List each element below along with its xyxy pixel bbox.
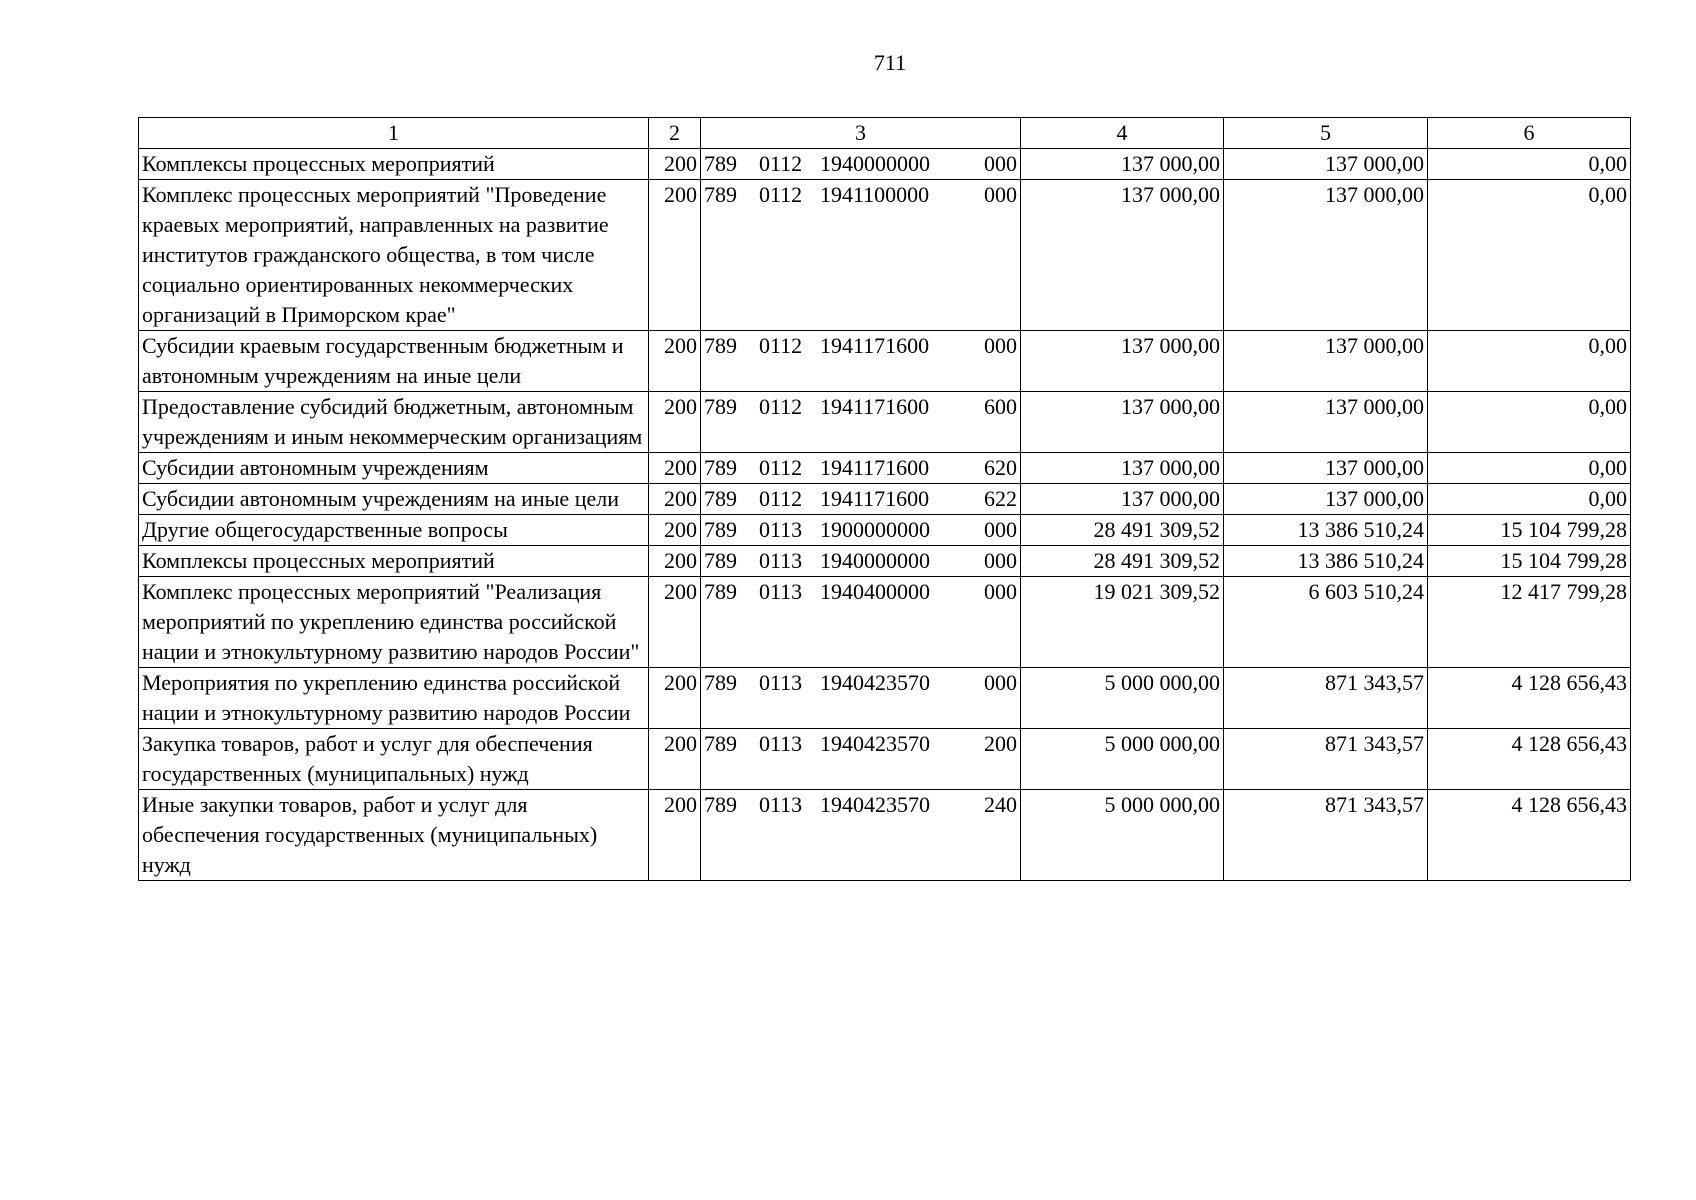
row-amount-col5: 871 343,57 [1224,790,1428,881]
row-amount-col4: 137 000,00 [1021,149,1224,180]
target-article-code: 1940400000 [820,579,930,604]
row-amount-col6: 4 128 656,43 [1428,668,1631,729]
row-amount-col5: 871 343,57 [1224,668,1428,729]
section-code: 0112 [759,455,803,480]
expense-type-code: 000 [984,670,1017,695]
row-group-code-cell: 200 [649,515,701,546]
ministry-code: 789 [704,792,737,817]
row-budget-code-cell [701,392,1021,453]
row-amount-col4: 19 021 309,52 [1021,577,1224,668]
target-article-code: 1941171600 [820,486,930,511]
row-budget-code-cell [701,484,1021,515]
expense-type-code: 240 [984,792,1017,817]
section-code: 0112 [759,333,803,358]
table-row [139,331,1631,392]
ministry-code: 789 [704,151,737,176]
page-number: 711 [873,50,907,75]
section-code: 0112 [759,182,803,207]
table-row [139,392,1631,453]
section-code: 0113 [759,579,803,604]
row-name-cell: Другие общегосударственные вопросы [139,515,649,546]
section-code: 0113 [759,731,803,756]
expense-type-code: 000 [984,579,1017,604]
ministry-code: 789 [704,517,737,542]
row-amount-col4: 5 000 000,00 [1021,790,1224,881]
budget-code [704,331,1017,361]
row-amount-col4: 137 000,00 [1021,484,1224,515]
ministry-code: 789 [704,579,737,604]
row-amount-col4: 28 491 309,52 [1021,546,1224,577]
row-group-code-cell: 200 [649,546,701,577]
table-row [139,577,1631,668]
row-budget-code-cell [701,180,1021,331]
expense-type-code: 000 [984,182,1017,207]
row-name-cell: Комплекс процессных мероприятий "Реализация мероприятий по укреплению единства российской нации и этнокультурному развитию народов России" [139,577,649,668]
table-body [139,149,1631,881]
budget-code [704,180,1017,210]
row-name-cell: Комплексы процессных мероприятий [139,149,649,180]
budget-table [138,117,1631,881]
section-code: 0113 [759,548,803,573]
column-header: 1 [139,118,649,149]
budget-code [704,577,1017,607]
table-row [139,180,1631,331]
ministry-code: 789 [704,394,737,419]
target-article-code: 1900000000 [820,517,930,542]
ministry-code: 789 [704,670,737,695]
row-amount-col4: 5 000 000,00 [1021,668,1224,729]
row-amount-col4: 137 000,00 [1021,331,1224,392]
section-code: 0113 [759,517,803,542]
row-amount-col5: 13 386 510,24 [1224,546,1428,577]
row-amount-col5: 137 000,00 [1224,453,1428,484]
target-article-code: 1941100000 [820,182,930,207]
row-amount-col5: 871 343,57 [1224,729,1428,790]
table-row [139,546,1631,577]
table-row [139,668,1631,729]
row-name-cell: Субсидии автономным учреждениям [139,453,649,484]
row-amount-col6: 4 128 656,43 [1428,790,1631,881]
row-name-cell: Комплексы процессных мероприятий [139,546,649,577]
row-group-code-cell: 200 [649,668,701,729]
row-group-code-cell: 200 [649,149,701,180]
row-amount-col4: 28 491 309,52 [1021,515,1224,546]
budget-code [704,453,1017,483]
target-article-code: 1941171600 [820,455,930,480]
row-amount-col6: 15 104 799,28 [1428,515,1631,546]
row-budget-code-cell [701,331,1021,392]
row-amount-col4: 5 000 000,00 [1021,729,1224,790]
ministry-code: 789 [704,548,737,573]
row-group-code-cell: 200 [649,180,701,331]
row-budget-code-cell [701,546,1021,577]
row-amount-col4: 137 000,00 [1021,453,1224,484]
row-amount-col6: 12 417 799,28 [1428,577,1631,668]
column-header: 4 [1021,118,1224,149]
ministry-code: 789 [704,182,737,207]
column-header: 5 [1224,118,1428,149]
row-amount-col5: 137 000,00 [1224,484,1428,515]
row-name-cell: Закупка товаров, работ и услуг для обеспечения государственных (муниципальных) нужд [139,729,649,790]
row-name-cell: Субсидии автономным учреждениям на иные цели [139,484,649,515]
row-amount-col6: 0,00 [1428,453,1631,484]
expense-type-code: 000 [984,517,1017,542]
row-amount-col6: 15 104 799,28 [1428,546,1631,577]
budget-code [704,546,1017,576]
row-group-code-cell: 200 [649,729,701,790]
section-code: 0112 [759,486,803,511]
table-header-row [139,118,1631,149]
budget-code [704,790,1017,820]
table-row [139,515,1631,546]
table-row [139,484,1631,515]
target-article-code: 1941171600 [820,333,930,358]
row-amount-col6: 0,00 [1428,149,1631,180]
row-group-code-cell: 200 [649,790,701,881]
target-article-code: 1940423570 [820,670,930,695]
row-amount-col5: 137 000,00 [1224,149,1428,180]
section-code: 0113 [759,792,803,817]
row-name-cell: Комплекс процессных мероприятий "Проведение краевых мероприятий, направленных на развитие институтов гражданского общества, в том числе социально ориентированных некоммерческих организаций в Приморском крае" [139,180,649,331]
row-amount-col6: 0,00 [1428,180,1631,331]
column-header: 6 [1428,118,1631,149]
row-amount-col5: 137 000,00 [1224,180,1428,331]
expense-type-code: 620 [984,455,1017,480]
ministry-code: 789 [704,455,737,480]
row-group-code-cell: 200 [649,484,701,515]
section-code: 0112 [759,394,803,419]
budget-code [704,668,1017,698]
table-row [139,453,1631,484]
row-budget-code-cell [701,729,1021,790]
section-code: 0113 [759,670,803,695]
row-name-cell: Субсидии краевым государственным бюджетным и автономным учреждениям на иные цели [139,331,649,392]
row-amount-col5: 137 000,00 [1224,331,1428,392]
row-amount-col4: 137 000,00 [1021,392,1224,453]
expense-type-code: 200 [984,731,1017,756]
ministry-code: 789 [704,333,737,358]
table-row [139,729,1631,790]
ministry-code: 789 [704,731,737,756]
row-group-code-cell: 200 [649,453,701,484]
target-article-code: 1940000000 [820,151,930,176]
budget-code [704,392,1017,422]
expense-type-code: 000 [984,333,1017,358]
row-group-code-cell: 200 [649,331,701,392]
budget-code [704,729,1017,759]
row-group-code-cell: 200 [649,392,701,453]
row-amount-col6: 0,00 [1428,331,1631,392]
budget-code [704,149,1017,179]
row-amount-col6: 4 128 656,43 [1428,729,1631,790]
row-budget-code-cell [701,515,1021,546]
section-code: 0112 [759,151,803,176]
target-article-code: 1940000000 [820,548,930,573]
row-budget-code-cell [701,790,1021,881]
column-header: 3 [701,118,1021,149]
column-header: 2 [649,118,701,149]
target-article-code: 1940423570 [820,731,930,756]
expense-type-code: 600 [984,394,1017,419]
ministry-code: 789 [704,486,737,511]
row-amount-col5: 6 603 510,24 [1224,577,1428,668]
row-name-cell: Предоставление субсидий бюджетным, автономным учреждениям и иным некоммерческим организациям [139,392,649,453]
budget-code [704,484,1017,514]
expense-type-code: 000 [984,151,1017,176]
row-amount-col6: 0,00 [1428,392,1631,453]
row-amount-col6: 0,00 [1428,484,1631,515]
expense-type-code: 622 [984,486,1017,511]
row-budget-code-cell [701,668,1021,729]
row-name-cell: Мероприятия по укреплению единства российской нации и этнокультурному развитию народов России [139,668,649,729]
target-article-code: 1941171600 [820,394,930,419]
target-article-code: 1940423570 [820,792,930,817]
row-budget-code-cell [701,149,1021,180]
row-budget-code-cell [701,453,1021,484]
table-row [139,790,1631,881]
row-budget-code-cell [701,577,1021,668]
row-amount-col4: 137 000,00 [1021,180,1224,331]
row-amount-col5: 137 000,00 [1224,392,1428,453]
row-amount-col5: 13 386 510,24 [1224,515,1428,546]
budget-code [704,515,1017,545]
table-row [139,149,1631,180]
row-name-cell: Иные закупки товаров, работ и услуг для обеспечения государственных (муниципальных) нужд [139,790,649,881]
expense-type-code: 000 [984,548,1017,573]
row-group-code-cell: 200 [649,577,701,668]
